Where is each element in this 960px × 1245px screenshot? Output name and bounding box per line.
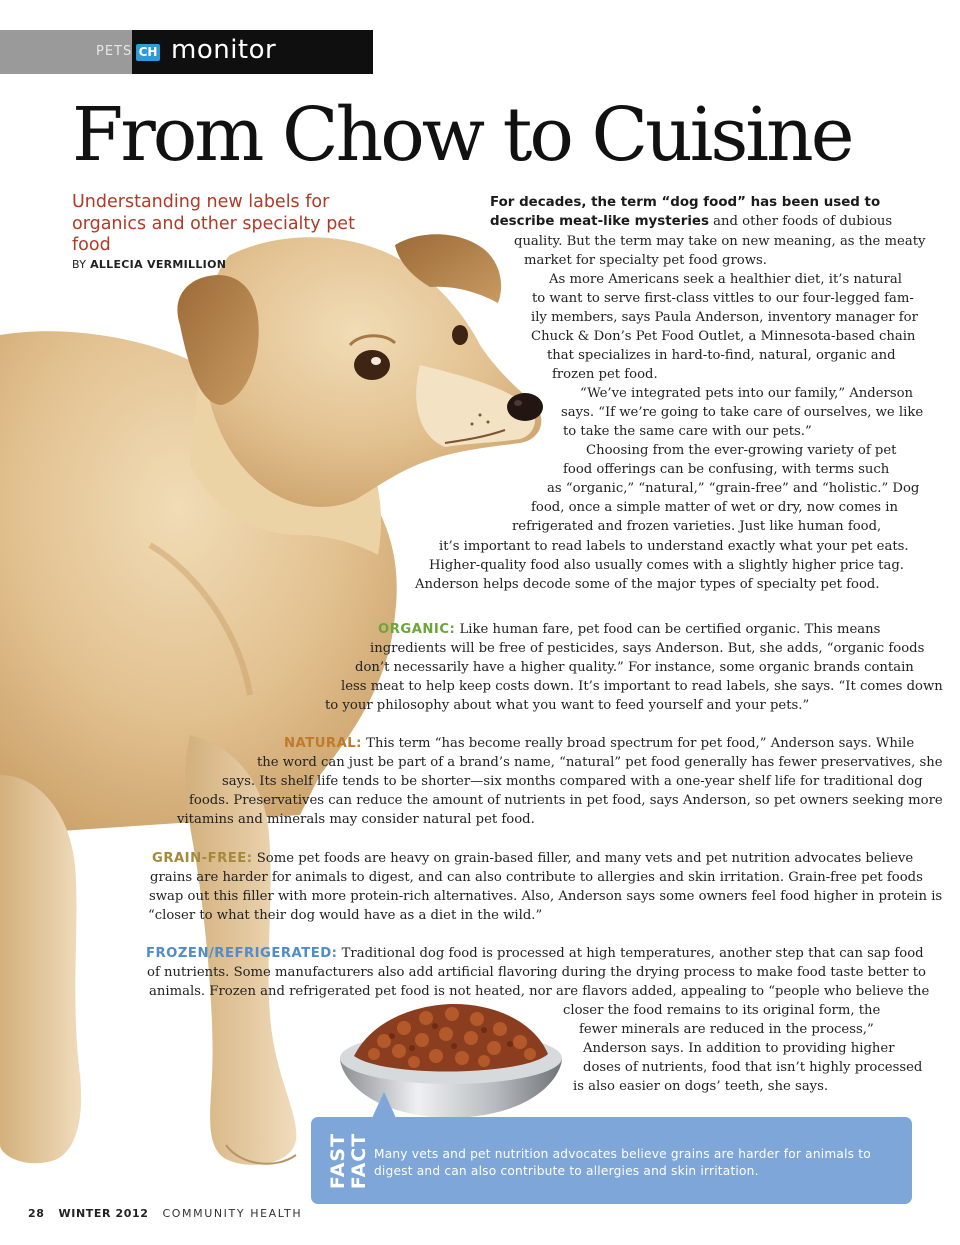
fast-fact-pointer: [372, 1092, 396, 1118]
text-line: vitamins and minerals may consider natural pet food.: [177, 812, 535, 827]
byline-prefix: BY: [72, 258, 87, 271]
text-line: that specializes in hard-to-find, natural, organic and: [547, 348, 896, 363]
text-line: GRAIN-FREE: Some pet foods are heavy on grain-based filler, and many vets and pet nutrition advocates believe: [152, 851, 914, 866]
text-line: market for specialty pet food grows.: [524, 253, 767, 268]
text-line: FROZEN/REFRIGERATED: Traditional dog food is processed at high temperatures, another step that can sap food: [146, 946, 924, 961]
text-line: Choosing from the ever-growing variety of pet: [586, 443, 897, 458]
text-line: For decades, the term “dog food” has been used to: [490, 195, 881, 210]
text-line: Higher-quality food also usually comes with a slightly higher price tag.: [429, 558, 904, 573]
fact-label: FACT: [348, 1132, 370, 1190]
fast-fact-text: Many vets and pet nutrition advocates believe grains are harder for animals to digest and can also contribute to allergies and skin irritation.: [374, 1147, 871, 1178]
text-line: quality. But the term may take on new meaning, as the meaty: [514, 234, 926, 249]
text-line: As more Americans seek a healthier diet, it’s natural: [549, 272, 902, 287]
text-line: food, once a simple matter of wet or dry, now comes in: [531, 500, 898, 515]
text-line: to your philosophy about what you want to feed yourself and your pets.”: [325, 698, 810, 713]
text-line: is also easier on dogs’ teeth, she says.: [573, 1079, 829, 1094]
text-line: refrigerated and frozen varieties. Just like human food,: [512, 519, 882, 534]
text-line: says. “If we’re going to take care of ourselves, we like: [561, 405, 924, 420]
text-line: to take the same care with our pets.”: [563, 424, 812, 439]
fast-fact-label: [322, 1128, 372, 1194]
issue-label: WINTER 2012: [58, 1207, 149, 1220]
text-line: ingredients will be free of pesticides, says Anderson. But, she adds, “organic foods: [370, 641, 925, 656]
text-line: Anderson helps decode some of the major types of specialty pet food.: [415, 577, 880, 592]
publication-name: COMMUNITY HEALTH: [162, 1207, 303, 1220]
text-line: foods. Preservatives can reduce the amount of nutrients in pet food, says Anderson, so pet owners seeking more: [189, 793, 943, 808]
page-footer: [28, 1207, 302, 1220]
text-line: doses of nutrients, food that isn’t highly processed: [583, 1060, 923, 1075]
text-line: of nutrients. Some manufacturers also add artificial flavoring during the drying process to make food taste better to: [147, 965, 926, 980]
text-line: it’s important to read labels to understand exactly what your pet eats.: [439, 539, 909, 554]
text-line: NATURAL: This term “has become really broad spectrum for pet food,” Anderson says. While: [284, 736, 915, 751]
text-line: Chuck & Don’s Pet Food Outlet, a Minnesota-based chain: [531, 329, 916, 344]
section-label: PETS: [96, 44, 133, 59]
article-subtitle: Understanding new labels for organics and other specialty pet food: [72, 192, 355, 255]
section-heading-frozen: FROZEN/REFRIGERATED:: [146, 946, 338, 961]
fast-label: FAST: [327, 1132, 349, 1190]
text-line: to want to serve first-class vittles to our four-legged fam-: [532, 291, 914, 306]
section-heading-natural: NATURAL:: [284, 736, 362, 751]
text-line: animals. Frozen and refrigerated pet food is not heated, nor are flavors added, appealing to “people who believe the: [149, 984, 930, 999]
text-line: says. Its shelf life tends to be shorter—six months compared with a one-year shelf life for traditional dog: [222, 774, 923, 789]
food-bowl-illustration: [334, 996, 568, 1122]
text-line: swap out this filler with more protein-rich alternatives. Also, Anderson says some owners feel food higher in protein is: [149, 889, 943, 904]
byline: [72, 258, 226, 271]
text-line: “closer to what their dog would have as a diet in the wild.”: [148, 908, 543, 923]
text-line: fewer minerals are reduced in the process,”: [579, 1022, 874, 1037]
text-line: Anderson says. In addition to providing higher: [583, 1041, 895, 1056]
ch-logo-badge: CH: [136, 44, 160, 61]
byline-author: ALLECIA VERMILLION: [90, 258, 227, 271]
text-line: food offerings can be confusing, with terms such: [563, 462, 890, 477]
column-label: monitor: [171, 35, 277, 65]
text-line: describe meat-like mysteries and other foods of dubious: [490, 214, 893, 229]
text-line: “We’ve integrated pets into our family,” Anderson: [580, 386, 914, 401]
text-line: don’t necessarily have a higher quality.” For instance, some organic brands contain: [355, 660, 914, 675]
text-line: ORGANIC: Like human fare, pet food can be certified organic. This means: [378, 622, 881, 637]
text-line: ily members, says Paula Anderson, inventory manager for: [531, 310, 918, 325]
text-line: grains are harder for animals to digest, and can also contribute to allergies and skin irritation. Grain-free pet foods: [150, 870, 923, 885]
text-line: closer the food remains to its original form, the: [563, 1003, 881, 1018]
text-line: less meat to help keep costs down. It’s important to read labels, she says. “It comes down: [341, 679, 943, 694]
text-line: the word can just be part of a brand’s name, “natural” pet food generally has fewer preservatives, she: [257, 755, 943, 770]
article-title: From Chow to Cuisine: [72, 92, 852, 178]
page-number: 28: [28, 1207, 45, 1220]
text-line: as “organic,” “natural,” “grain-free” and “holistic.” Dog: [547, 481, 920, 496]
section-heading-organic: ORGANIC:: [378, 622, 456, 637]
text-line: frozen pet food.: [552, 367, 658, 382]
section-heading-grain-free: GRAIN-FREE:: [152, 851, 253, 866]
